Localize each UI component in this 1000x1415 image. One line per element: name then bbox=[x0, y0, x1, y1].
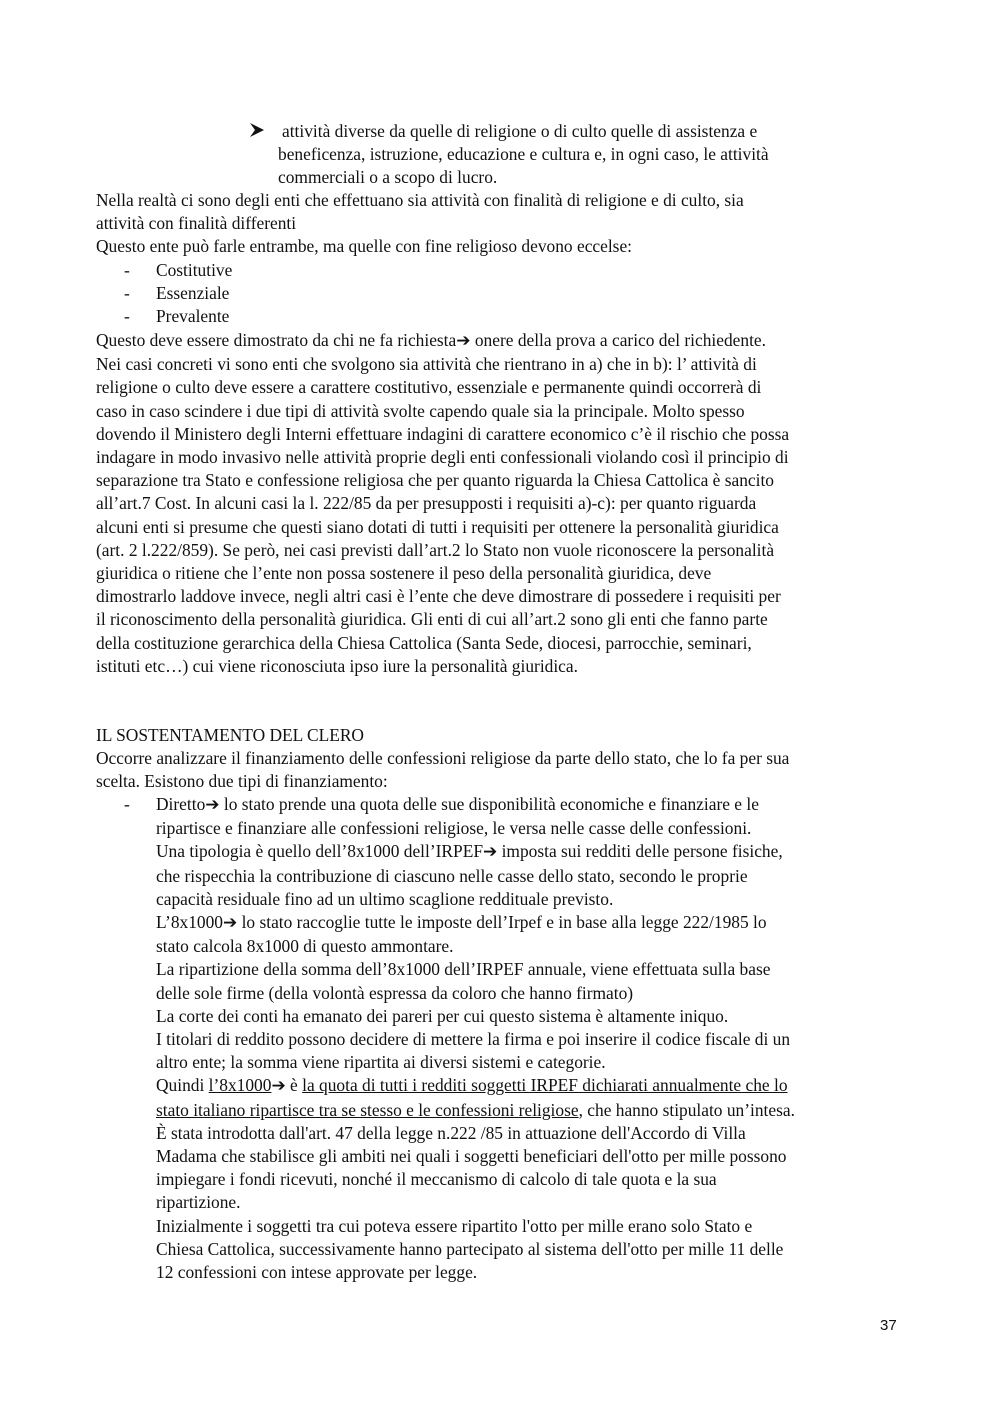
text-span: onere della prova a carico del richiedente. bbox=[470, 330, 766, 350]
text-line bbox=[156, 1074, 795, 1098]
text-line: (art. 2 l.222/859). Se però, nei casi previsti dall’art.2 lo Stato non vuole riconoscere la personalità bbox=[96, 539, 775, 560]
text-line: altro ente; la somma viene ripartita ai diversi sistemi e categorie. bbox=[156, 1052, 606, 1073]
text-line: caso in caso scindere i due tipi di attività svolte capendo quale sia la principale. Molto spesso bbox=[96, 400, 745, 421]
dash-bullet: - bbox=[124, 794, 130, 814]
text-line: dovendo il Ministero degli Interni effettuare indagini di carattere economico c’è il rischio che possa bbox=[96, 423, 790, 444]
right-arrow-icon: ➔ bbox=[456, 331, 471, 351]
right-arrow-icon: ➔ bbox=[205, 795, 220, 815]
text-line: attività diverse da quelle di religione o di culto quelle di assistenza e bbox=[282, 121, 758, 141]
text-line: Inizialmente i soggetti tra cui poteva essere ripartito l'otto per mille erano solo Stato e bbox=[156, 1215, 753, 1236]
text-line: delle sole firme (della volontà espressa da coloro che hanno firmato) bbox=[156, 982, 634, 1003]
text-span: imposta sui redditi delle persone fisiche, bbox=[497, 841, 783, 862]
text-line: che rispecchia la contribuzione di ciascuno nelle casse dello stato, secondo le proprie bbox=[156, 865, 748, 886]
text-line: capacità residuale fino ad un ultimo scaglione reddituale previsto. bbox=[156, 888, 614, 909]
text-span: , che hanno stipulato un’intesa. bbox=[578, 1099, 795, 1120]
section-title: IL SOSTENTAMENTO DEL CLERO bbox=[96, 725, 364, 745]
text-line: beneficenza, istruzione, educazione e cultura e, in ogni caso, le attività bbox=[278, 144, 769, 165]
diretto-list-item bbox=[156, 793, 795, 1284]
list-item bbox=[96, 282, 696, 305]
requirements-list bbox=[96, 259, 696, 329]
text-line: attività con finalità differenti bbox=[96, 213, 297, 234]
text-line: stato calcola 8x1000 di questo ammontare. bbox=[156, 936, 454, 957]
text-line: Nei casi concreti vi sono enti che svolgono sia attività che rientrano in a) che in b): l’ attività di bbox=[96, 354, 757, 375]
text-line bbox=[156, 840, 795, 864]
underlined-text: l’8x1000 bbox=[208, 1075, 272, 1096]
top-bullet-text bbox=[278, 120, 769, 190]
text-line: commerciali o a scopo di lucro. bbox=[278, 167, 498, 188]
text-line: ripartisce e finanziare alle confessioni religiose, le versa nelle casse delle confessioni. bbox=[156, 818, 752, 839]
text-line: Madama che stabilisce gli ambiti nei quali i soggetti beneficiari dell'otto per mille possono bbox=[156, 1146, 787, 1167]
section-heading bbox=[96, 724, 789, 794]
text-line: Chiesa Cattolica, successivamente hanno partecipato al sistema dell'otto per mille 11 delle bbox=[156, 1238, 784, 1259]
text-line bbox=[156, 793, 795, 817]
text-line bbox=[156, 911, 795, 935]
text-span: lo stato prende una quota delle sue disponibilità economiche e finanziare e le bbox=[219, 794, 759, 814]
text-span: è bbox=[285, 1075, 303, 1096]
text-line: I titolari di reddito possono decidere di mettere la firma e poi inserire il codice fiscale di un bbox=[156, 1029, 791, 1050]
text-span: Una tipologia è quello dell’8x1000 dell’IRPEF bbox=[156, 841, 483, 862]
right-arrow-icon: ➔ bbox=[483, 842, 498, 863]
text-line: religione o culto deve essere a carattere costitutivo, essenziale e permanente quindi occorrerà di bbox=[96, 377, 762, 398]
text-line: impiegare i fondi ricevuti, nonché il meccanismo di calcolo di tale quota e la sua bbox=[156, 1169, 717, 1190]
text-line: giuridica o ritiene che l’ente non possa sostenere il peso della personalità giuridica, deve bbox=[96, 563, 712, 584]
text-line: 12 confessioni con intese approvate per legge. bbox=[156, 1262, 478, 1283]
text-line: separazione tra Stato e confessione religiosa che per quanto riguarda la Chiesa Cattolica è sancito bbox=[96, 470, 774, 491]
underlined-text: la quota di tutti i redditi soggetti IRPEF dichiarati annualmente che lo bbox=[302, 1075, 788, 1096]
text-line: Nella realtà ci sono degli enti che effettuano sia attività con finalità di religione e di culto, sia bbox=[96, 190, 744, 210]
right-arrow-icon: ➔ bbox=[223, 913, 238, 934]
list-item-label: Costitutive bbox=[156, 260, 233, 280]
text-line: all’art.7 Cost. In alcuni casi la l. 222/85 da per presupposti i requisiti a)-c): per quanto riguarda bbox=[96, 493, 757, 514]
text-line: La ripartizione della somma dell’8x1000 dell’IRPEF annuale, viene effettuata sulla base bbox=[156, 959, 771, 980]
text-line: Occorre analizzare il finanziamento delle confessioni religiose da parte dello stato, che lo fa per sua bbox=[96, 748, 790, 769]
list-item-label: Prevalente bbox=[156, 306, 230, 327]
text-line bbox=[96, 329, 789, 353]
dash-bullet: - bbox=[124, 260, 130, 280]
text-line: È stata introdotta dall'art. 47 della legge n.222 /85 in attuazione dell'Accordo di Villa bbox=[156, 1122, 746, 1143]
text-span: Questo deve essere dimostrato da chi ne fa richiesta bbox=[96, 330, 457, 350]
text-span: L’8x1000 bbox=[156, 912, 223, 933]
arrow-bullet-icon bbox=[248, 120, 268, 140]
text-span: Quindi bbox=[156, 1075, 209, 1096]
text-line: Questo ente può farle entrambe, ma quelle con fine religioso devono eccelse: bbox=[96, 236, 633, 257]
dash-bullet: - bbox=[124, 283, 130, 304]
paragraph-body bbox=[96, 329, 789, 678]
right-arrow-icon: ➔ bbox=[271, 1076, 286, 1097]
page-number: 37 bbox=[880, 1317, 897, 1334]
text-line: dimostrarlo laddove invece, negli altri casi è l’ente che deve dimostrare di possedere i requisiti per bbox=[96, 586, 781, 607]
text-line: La corte dei conti ha emanato dei pareri per cui questo sistema è altamente iniquo. bbox=[156, 1005, 729, 1026]
text-line: indagare in modo invasivo nelle attività proprie degli enti confessionali violando così il principio di bbox=[96, 447, 789, 468]
paragraph-intro bbox=[96, 189, 744, 259]
text-span: Diretto bbox=[156, 794, 206, 814]
text-line: il riconoscimento della personalità giuridica. Gli enti di cui all’art.2 sono gli enti che fanno parte bbox=[96, 609, 768, 630]
list-item bbox=[96, 305, 696, 328]
list-item-label: Essenziale bbox=[156, 283, 230, 304]
text-line bbox=[156, 1099, 795, 1122]
text-line: della costituzione gerarchica della Chiesa Cattolica (Santa Sede, diocesi, parrocchie, seminari, bbox=[96, 632, 752, 653]
text-span: lo stato raccoglie tutte le imposte dell’Irpef e in base alla legge 222/1985 lo bbox=[237, 912, 767, 933]
text-line: ripartizione. bbox=[156, 1192, 241, 1213]
text-line: istituti etc…) cui viene riconosciuta ipso iure la personalità giuridica. bbox=[96, 655, 578, 676]
text-line: alcuni enti si presume che questi siano dotati di tutti i requisiti per ottenere la personalità giuridica bbox=[96, 516, 779, 537]
dash-bullet: - bbox=[124, 306, 130, 327]
list-item bbox=[96, 259, 696, 282]
underlined-text: stato italiano ripartisce tra se stesso e le confessioni religiose bbox=[156, 1099, 579, 1120]
text-line: scelta. Esistono due tipi di finanziamento: bbox=[96, 771, 388, 792]
